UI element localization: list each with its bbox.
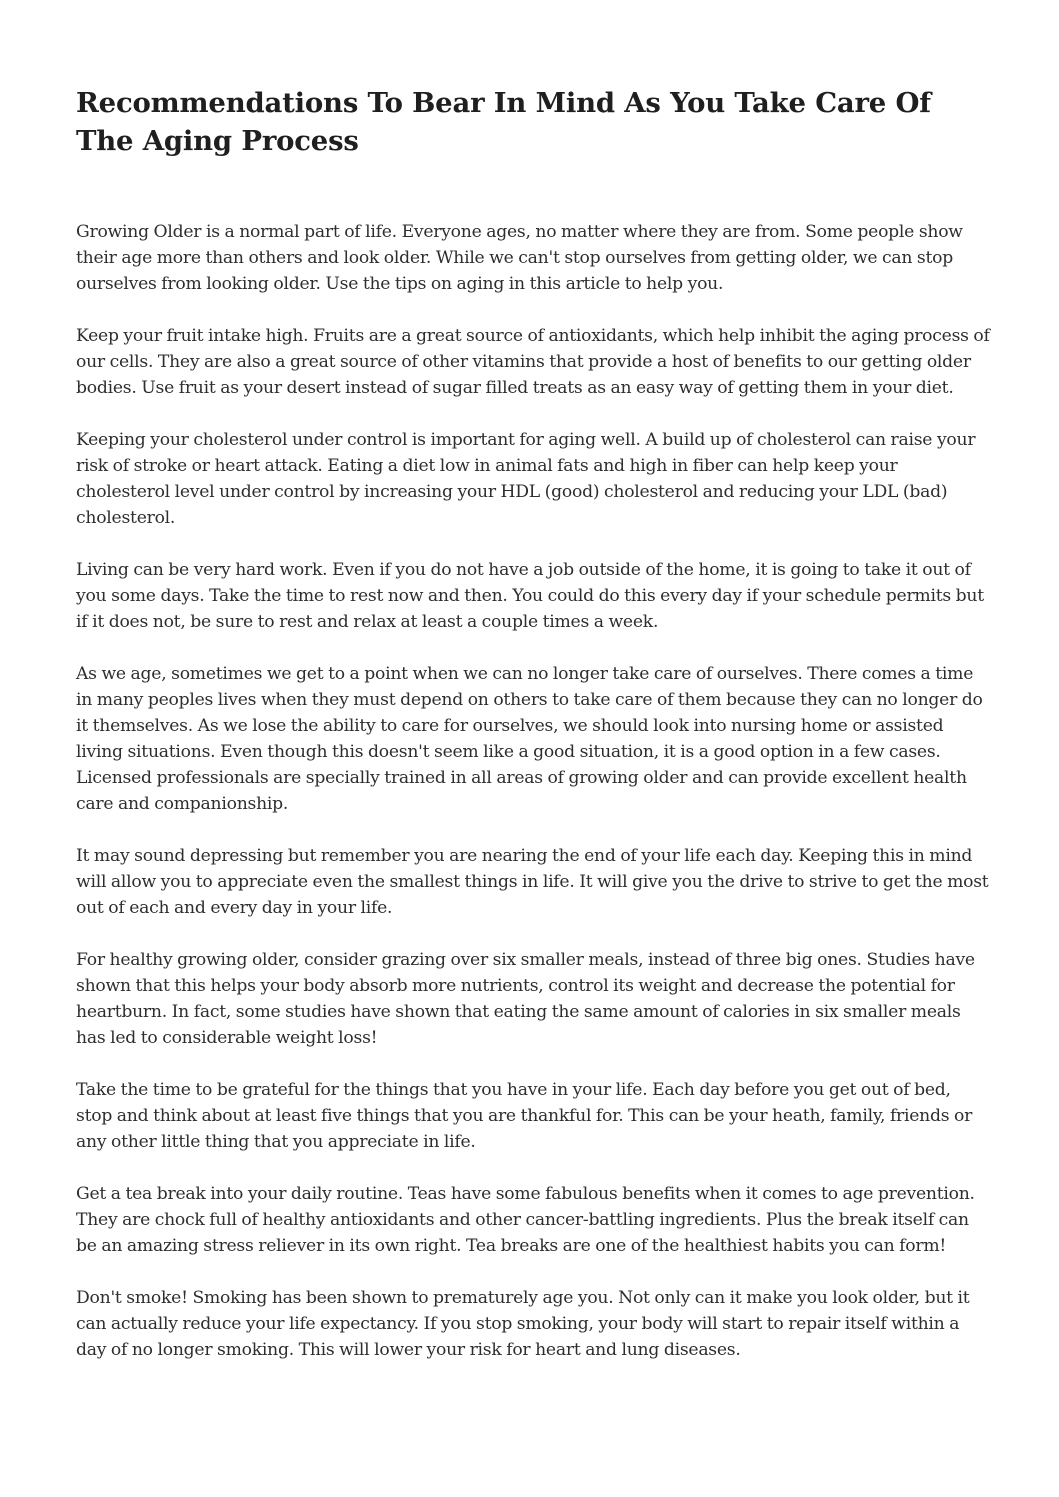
paragraph-intro: Growing Older is a normal part of life. Everyone ages, no matter where they are from. Some people show their age more than others and look older. While we can't stop ourselves from getting older, we can stop ourselves from looking older. Use the tips on aging in this article to help you.: [76, 222, 963, 294]
document-title: Recommendations To Bear In Mind As You Take Care Of The Aging Process: [76, 87, 931, 157]
paragraph-cholesterol: Keeping your cholesterol under control is important for aging well. A build up of cholesterol can raise your risk of stroke or heart attack. Eating a diet low in animal fats and high in fiber can help keep your cholesterol level under control by increasing your HDL (good) cholesterol and reducing your LDL (bad) cholesterol.: [76, 430, 976, 528]
paragraph-smaller-meals: For healthy growing older, consider grazing over six smaller meals, instead of three big ones. Studies have shown that this helps your body absorb more nutrients, control its weight and decrease the potential for heartburn. In fact, some studies have shown that eating the same amount of calories in six smaller meals has led to considerable weight loss!: [76, 950, 975, 1048]
paragraph-appreciate-life: It may sound depressing but remember you are nearing the end of your life each day. Keeping this in mind will allow you to appreciate even the smallest things in life. It will give you the drive to strive to get the most out of each and every day in your life.: [76, 846, 989, 918]
document-page: [76, 84, 991, 1389]
paragraph-assisted-living: As we age, sometimes we get to a point when we can no longer take care of ourselves. There comes a time in many peoples lives when they must depend on others to take care of them because they can no longer do it themselves. As we lose the ability to care for ourselves, we should look into nursing home or assisted living situations. Even though this doesn't seem like a good situation, it is a good option in a few cases. Licensed professionals are specially trained in all areas of growing older and can provide excellent health care and companionship.: [76, 664, 983, 814]
paragraph-rest: Living can be very hard work. Even if you do not have a job outside of the home, it is going to take it out of you some days. Take the time to rest now and then. You could do this every day if your schedule permits but if it does not, be sure to rest and relax at least a couple times a week.: [76, 560, 984, 632]
paragraph-smoking: Don't smoke! Smoking has been shown to prematurely age you. Not only can it make you look older, but it can actually reduce your life expectancy. If you stop smoking, your body will start to repair itself within a day of no longer smoking. This will lower your risk for heart and lung diseases.: [76, 1288, 970, 1360]
paragraph-fruit: Keep your fruit intake high. Fruits are a great source of antioxidants, which help inhibit the aging process of our cells. They are also a great source of other vitamins that provide a host of benefits to our getting older bodies. Use fruit as your desert instead of sugar filled treats as an easy way of getting them in your diet.: [76, 326, 990, 398]
paragraph-gratitude: Take the time to be grateful for the things that you have in your life. Each day before you get out of bed, stop and think about at least five things that you are thankful for. This can be your heath, family, friends or any other little thing that you appreciate in life.: [76, 1080, 973, 1152]
paragraph-tea-break: Get a tea break into your daily routine. Teas have some fabulous benefits when it comes to age prevention. They are chock full of healthy antioxidants and other cancer-battling ingredients. Plus the break itself can be an amazing stress reliever in its own right. Tea breaks are one of the healthiest habits you can form!: [76, 1184, 975, 1256]
